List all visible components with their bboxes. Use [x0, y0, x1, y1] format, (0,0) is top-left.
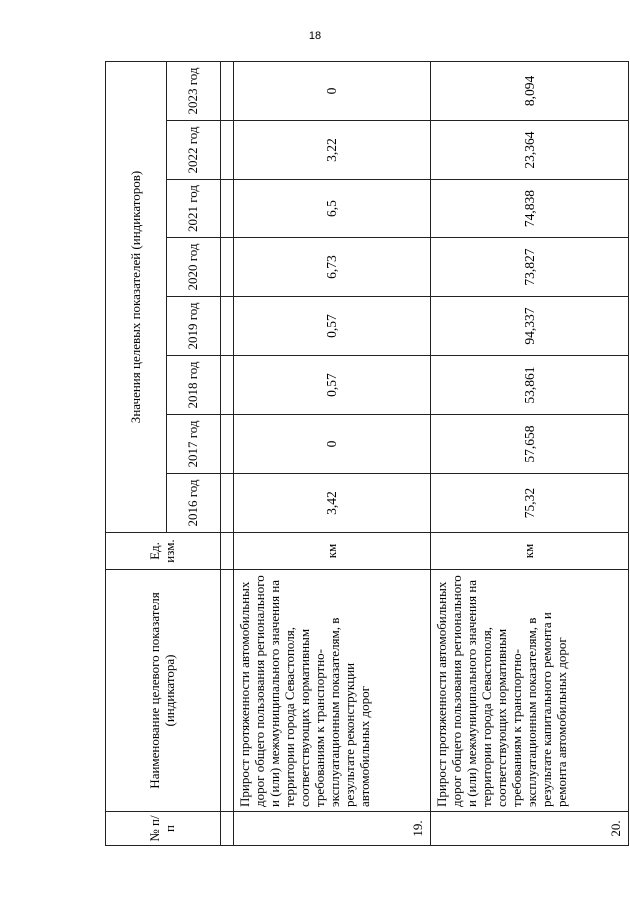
row-unit: км — [431, 533, 629, 570]
row-value: 6,73 — [234, 238, 431, 297]
indicators-table-rotated — [105, 62, 628, 846]
row-value: 53,861 — [431, 356, 629, 415]
header-name: Наименование целевого показателя (индикатора) — [106, 570, 221, 812]
row-unit: км — [234, 533, 431, 570]
row-value: 0,57 — [234, 356, 431, 415]
row-value: 23,364 — [431, 121, 629, 180]
row-value: 0,57 — [234, 297, 431, 356]
row-value: 3,22 — [234, 121, 431, 180]
header-year: 2023 год — [167, 61, 221, 120]
header-values-group: Значения целевых показателей (индикаторов) — [106, 61, 167, 532]
page-number: 18 — [308, 30, 322, 42]
header-year: 2016 год — [167, 474, 221, 533]
header-year: 2020 год — [167, 238, 221, 297]
table-row — [234, 61, 431, 845]
row-value: 73,827 — [431, 238, 629, 297]
row-value: 3,42 — [234, 474, 431, 533]
row-value: 74,838 — [431, 180, 629, 238]
row-value: 8,094 — [431, 61, 629, 120]
row-value: 0 — [234, 61, 431, 120]
row-value: 75,32 — [431, 474, 629, 533]
row-num: 19. — [234, 812, 431, 846]
header-unit: Ед. изм. — [106, 533, 221, 570]
row-value: 94,337 — [431, 297, 629, 356]
header-year: 2022 год — [167, 121, 221, 180]
header-year: 2021 год — [167, 180, 221, 238]
header-year: 2019 год — [167, 297, 221, 356]
row-name: Прирост протяженности автомобильных дорог общего пользования регионального и (или) межмуниципального значения на территории города Севастополя, соответствующих нормативным требованиям к транспортно-эксплуатационным показателям, в результате реконструкции автомобильных дорог — [234, 570, 431, 812]
table-row — [431, 61, 629, 845]
spacer-row — [221, 61, 234, 845]
row-value: 0 — [234, 415, 431, 474]
header-row-1 — [106, 61, 167, 845]
header-year: 2018 год — [167, 356, 221, 415]
indicators-table — [105, 61, 629, 846]
row-value: 6,5 — [234, 180, 431, 238]
row-value: 57,658 — [431, 415, 629, 474]
header-year: 2017 год — [167, 415, 221, 474]
row-name: Прирост протяженности автомобильных дорог общего пользования регионального и (или) межмуниципального значения на территории города Севастополя, соответствующих нормативным требованиям к транспортно-эксплуатационным показателям, в результате капитального ремонта и ремонта автомобильных дорог — [431, 570, 629, 812]
row-num: 20. — [431, 812, 629, 846]
header-num: № п/п — [106, 812, 221, 846]
